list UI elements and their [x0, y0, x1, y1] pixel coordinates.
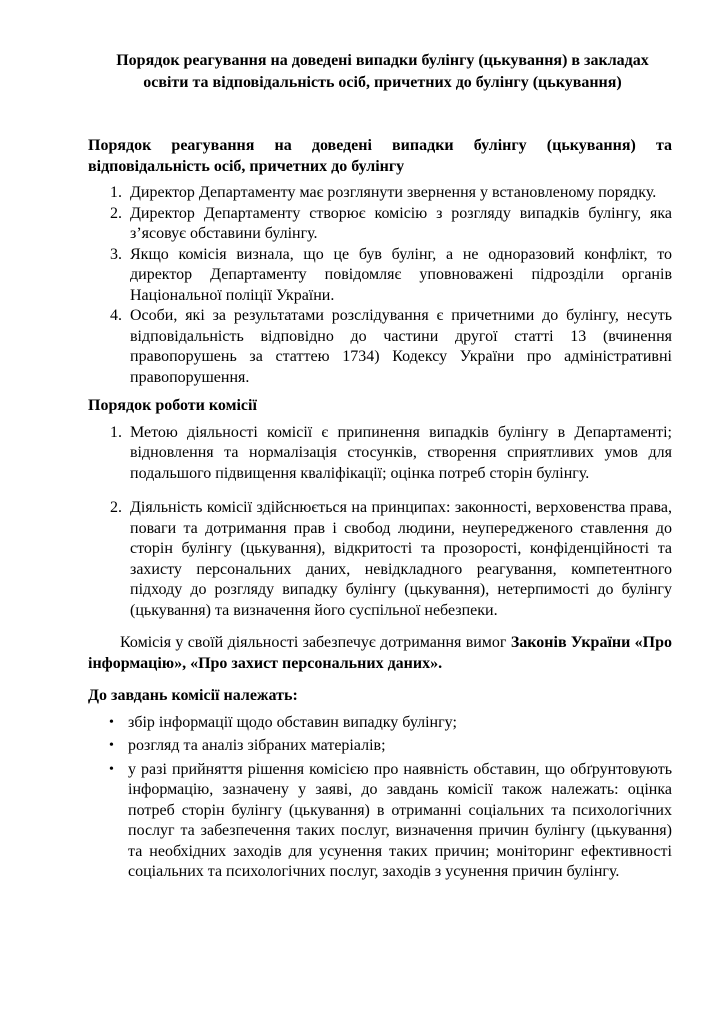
list-item: 3. Якщо комісія визнала, що це був булінг, а не одноразовий конфлікт, то директор Департаменту повідомляє уповноважені підрозділи органів Національної поліції України. [110, 245, 672, 304]
list-item: 1. Метою діяльності комісії є припинення випадків булінгу в Департаменті; відновлення та нормалізація стосунків, створення сприятливих умов для подальшого підвищення кваліфікації; оцінка потреб сторін булінгу. [110, 423, 672, 482]
document-body [88, 136, 672, 886]
response-steps-list [88, 183, 672, 388]
list-item: • у разі прийняття рішення комісією про наявність обставин, що обґрунтовують інформацію, зазначену у заяві, до завдань комісії також належать: оцінка потреб сторін булінгу (цькування) в отриманні соціальних та психологічних послуг та забезпечення таких послуг, визначення причин булінгу (цькування) та необхідних заходів для усунення таких причин; моніторинг ефективності соціальних та психологічних послуг, заходів з усунення причин булінгу. [109, 760, 672, 880]
section-heading-commission: Порядок роботи комісії [88, 397, 257, 414]
title-line-2: освіти та відповідальність осіб, причетних до булінгу (цькування) [143, 74, 622, 91]
list-item: 2. Діяльність комісії здійснюється на принципах: законності, верховенства права, поваги та дотримання прав і свобод людини, неупередженого ставлення до сторін булінгу (цькування), відкритості та прозорості, конфіденційності та захисту персональних даних, невідкладного реагування, компетентного підходу до розгляду випадку булінгу (цькування), нетерпимості до булінгу (цькування) та визначення його суспільної небезпеки. [110, 499, 672, 619]
section-heading-response: Порядок реагування на доведені випадки булінгу (цькування) та відповідальність осіб, причетних до булінгу [88, 137, 672, 175]
tasks-list [88, 713, 672, 883]
section-heading-tasks: До завдань комісії належать: [88, 687, 298, 704]
list-item: 1. Директор Департаменту має розглянути звернення у встановленому порядку. [110, 184, 657, 201]
bullet-icon: • [109, 761, 114, 777]
list-item: 2. Директор Департаменту створює комісію з розгляду випадків булінгу, яка з’ясовує обставини булінгу. [110, 204, 672, 242]
title-line-1: Порядок реагування на доведені випадки булінгу (цькування) в закладах [116, 52, 649, 69]
bullet-icon: • [109, 738, 114, 753]
list-item: 4. Особи, які за результатами розслідування є причетними до булінгу, несуть відповідальність відповідно до частини другої статті 13 (вчинення правопорушень за статтею 1734) Кодексу України про адміністративні правопорушення. [110, 307, 672, 386]
list-item: • збір інформації щодо обставин випадку булінгу; [88, 713, 672, 734]
commission-work-list [88, 423, 672, 622]
laws-paragraph: Комісія у своїй діяльності забезпечує дотримання вимог Законів України «Про інформацію», «Про захист персональних даних». [88, 634, 673, 672]
list-item: • розгляд та аналіз зібраних матеріалів; [88, 736, 672, 757]
laws-reference: Законів України «Про інформацію», «Про захист персональних даних». [88, 634, 673, 672]
bullet-icon: • [109, 714, 114, 730]
document-title [90, 50, 675, 94]
